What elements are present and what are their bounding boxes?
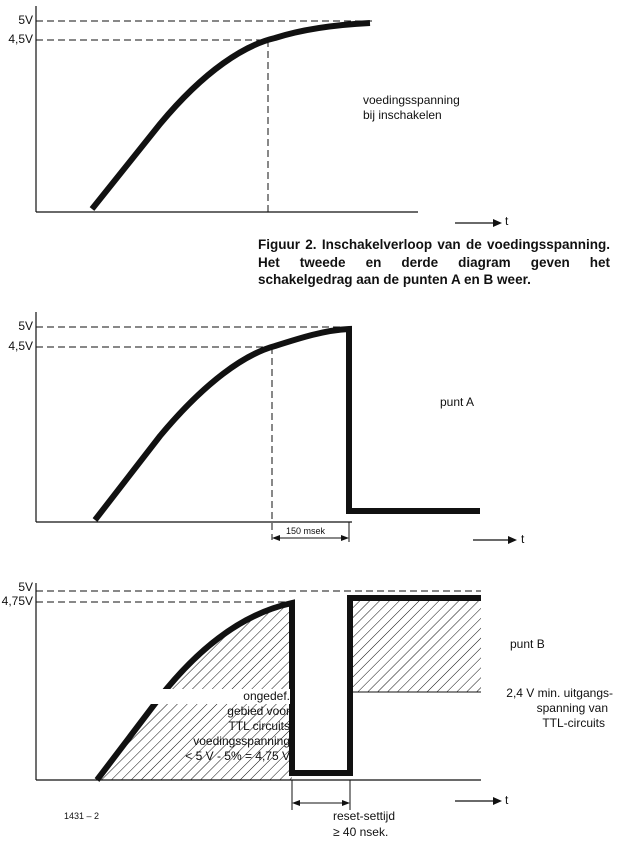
hatch-note-line2: gebied voor: [227, 704, 290, 718]
output-level-hatch: [350, 598, 481, 692]
figure-number: 1431 – 2: [64, 811, 100, 821]
level-note-line3: TTL-circuits: [542, 716, 605, 730]
point-b-label: punt B: [510, 637, 545, 651]
diagram-1-label-5v: 5V: [18, 13, 33, 27]
t-label-3: t: [505, 793, 509, 807]
supply-voltage-curve: [92, 23, 370, 209]
figure-caption: Figuur 2. Inschakelverloop van de voedingsspanning. Het tweede en derde diagram geven het schakelgedrag aan de punten A en B weer.: [258, 237, 610, 287]
diagram-1-note-line1: voedingsspanning: [363, 93, 460, 107]
diagram-2-label-5v: 5V: [18, 319, 33, 333]
t-arrowhead-3: [493, 797, 502, 805]
hatch-note-line5: < 5 V - 5% = 4,75 V: [185, 749, 290, 763]
diagram-2-label-45v: 4,5V: [8, 339, 33, 353]
reset-arrow-right: [342, 800, 350, 806]
point-a-curve: [95, 329, 480, 520]
diagram-2: [36, 312, 517, 544]
interval-150-label: 150 msek: [286, 526, 326, 536]
reset-arrow-left: [292, 800, 300, 806]
hatch-note-line1: ongedef.: [150, 689, 290, 704]
reset-note-line2: ≥ 40 nsek.: [333, 825, 389, 839]
hatch-note-line4: voedingsspanning: [193, 734, 290, 748]
diagram-1-label-45v: 4,5V: [8, 32, 33, 46]
t-arrowhead-2: [508, 536, 517, 544]
t-label-1: t: [505, 214, 509, 228]
diagram-1-note-line2: bij inschakelen: [363, 108, 442, 122]
level-note-line1: 2,4 V min. uitgangs-: [506, 686, 613, 700]
diagram-3-label-5v: 5V: [18, 580, 33, 594]
t-arrowhead-1: [493, 219, 502, 227]
t-label-2: t: [521, 532, 525, 546]
point-a-label: punt A: [440, 395, 475, 409]
hatch-note-line3: TTL circuits: [228, 719, 290, 733]
diagram-3-label-475v: 4,75V: [1, 594, 33, 608]
interval-150-arrow-left: [272, 535, 280, 541]
reset-note-line1: reset-settijd: [333, 809, 396, 823]
level-note-line2: spanning van: [536, 701, 608, 715]
interval-150-arrow-right: [341, 535, 349, 541]
